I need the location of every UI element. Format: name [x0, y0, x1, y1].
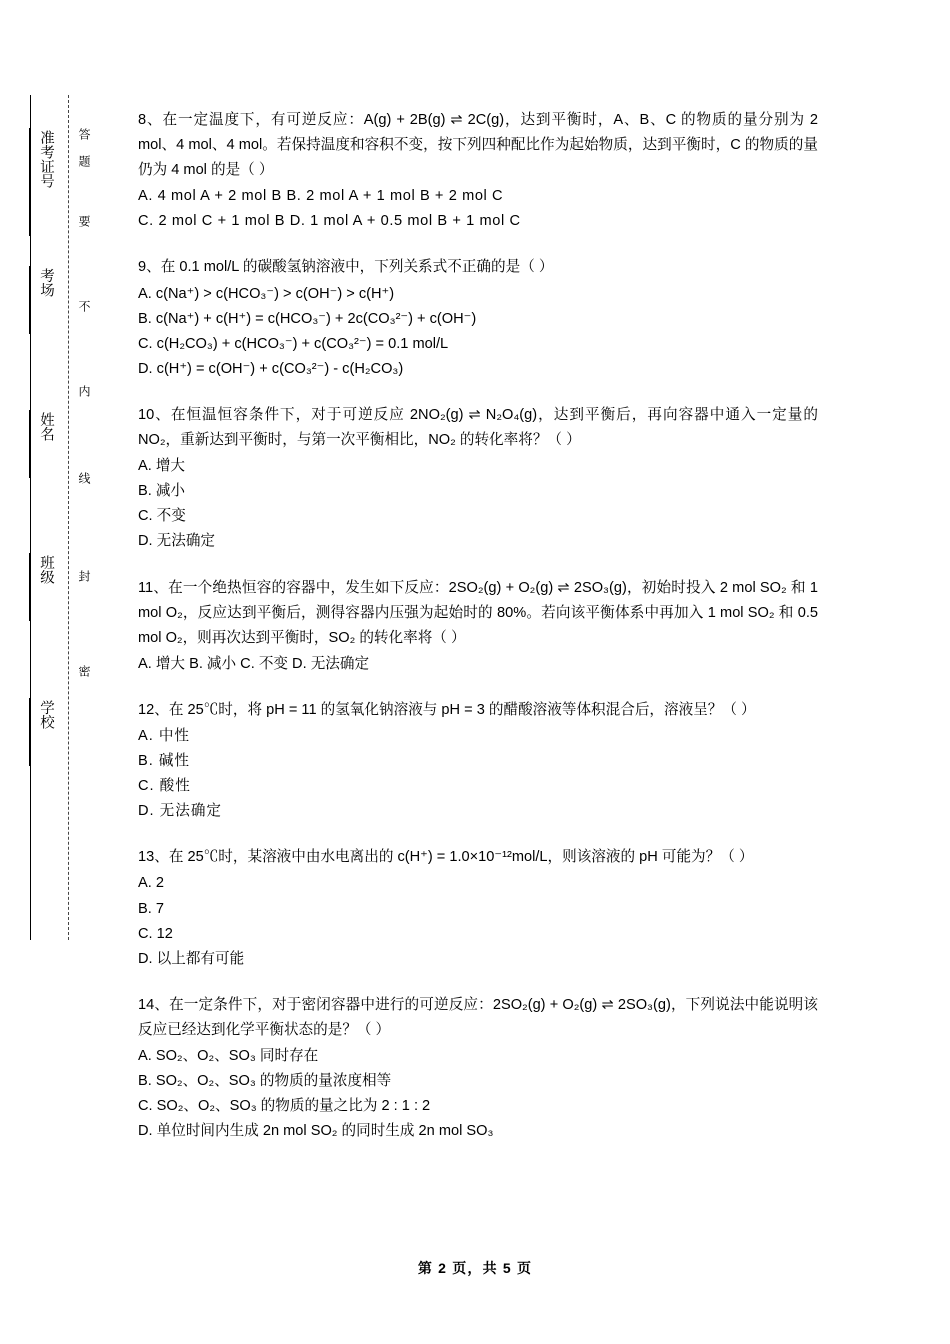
field-class-label: 班级: [38, 555, 54, 584]
option-line[interactable]: A. 中性: [138, 727, 191, 744]
option-line[interactable]: D. 无法确定: [138, 533, 216, 550]
question-stem: [138, 845, 818, 870]
question-stem: [138, 403, 818, 453]
field-school-label: 学校: [38, 700, 54, 729]
option-line[interactable]: B. 碱性: [138, 753, 191, 770]
left-margin-block: [0, 0, 120, 1344]
option-line[interactable]: A. 增大 B. 减小 C. 不变 D. 无法确定: [138, 655, 370, 672]
option-line[interactable]: C. 12: [138, 925, 173, 942]
question-block: [138, 255, 818, 381]
option-line[interactable]: A. 4 mol A + 2 mol B B. 2 mol A + 1 mol B + 2 mol C: [138, 188, 504, 205]
question-text: 在 25℃时，某溶液中由水电离出的 c(H⁺) = 1.0×10⁻¹²mol/L，则该溶液的 pH 可能为？（ ）: [168, 849, 754, 866]
margin-instruction-char-1: 题: [77, 155, 91, 173]
option-line[interactable]: B. 减小: [138, 483, 186, 500]
question-text: 在恒温恒容条件下，对于可逆反应 2NO₂(g) ⇌ N₂O₄(g)，达到平衡后，再向容器中通入一定量的 NO₂，重新达到平衡时，与第一次平衡相比，NO₂ 的转化率将？（ ）: [138, 406, 818, 449]
question-number: 14、: [138, 996, 170, 1013]
question-number: 8、: [138, 112, 163, 128]
question-number: 12、: [138, 701, 169, 718]
question-block: [138, 845, 818, 971]
field-exam-number-rule: [29, 128, 30, 236]
option-line[interactable]: C. SO₂、O₂、SO₃ 的物质的量之比为 2 : 1 : 2: [138, 1098, 431, 1115]
margin-instruction-char-4: 内: [77, 385, 91, 403]
option-line[interactable]: A. c(Na⁺) > c(HCO₃⁻) > c(OH⁻) > c(H⁺): [138, 285, 395, 302]
option-line[interactable]: C. 2 mol C + 1 mol B D. 1 mol A + 0.5 mol B + 1 mol C: [138, 213, 521, 230]
question-number: 13、: [138, 849, 169, 866]
question-block: [138, 993, 818, 1145]
page-footer: 第 2 页，共 5 页: [417, 1260, 533, 1276]
question-number: 10、: [138, 406, 171, 423]
field-exam-number-label: 准考证号: [38, 130, 54, 188]
question-stem: [138, 576, 818, 651]
option-line[interactable]: D. c(H⁺) = c(OH⁻) + c(CO₃²⁻) - c(H₂CO₃): [138, 360, 404, 377]
option-line[interactable]: C. 酸性: [138, 778, 191, 795]
field-student-name-label: 姓名: [38, 412, 54, 441]
margin-dashed-rule: [68, 95, 69, 940]
margin-instruction-char-3: 不: [77, 300, 91, 318]
option-line[interactable]: D. 以上都有可能: [138, 950, 245, 967]
question-text: 在一个绝热恒容的容器中，发生如下反应：2SO₂(g) + O₂(g) ⇌ 2SO₃(g)，初始时投入 2 mol SO₂ 和 1 mol O₂，反应达到平衡后，测得容器内压强为起始时的 80%。若向该平衡体系中再加入 1 mol SO₂ 和 0.5 mol O₂，则再次达到平衡时，SO₂ 的转化率将（ ）: [138, 579, 818, 646]
question-text: 在 0.1 mol/L 的碳酸氢钠溶液中，下列关系式不正确的是（ ）: [160, 259, 554, 276]
question-stem: [138, 108, 818, 183]
margin-instruction-char-0: 答: [77, 128, 91, 146]
question-block: [138, 698, 818, 824]
option-line[interactable]: A. 增大: [138, 458, 186, 475]
question-block: [138, 576, 818, 677]
option-line[interactable]: B. 7: [138, 900, 164, 917]
question-number: 11、: [138, 579, 169, 596]
question-text: 在一定温度下，有可逆反应：A(g) + 2B(g) ⇌ 2C(g)，达到平衡时，A、B、C 的物质的量分别为 2 mol、4 mol、4 mol。若保持温度和容积不变，按下列四种配比作为起始物质，达到平衡时，C 的物质的量仍为 4 mol 的是（ ）: [138, 112, 818, 179]
field-student-name-rule: [29, 410, 30, 478]
margin-instruction-char-2: 要: [77, 215, 91, 233]
question-block: [138, 403, 818, 555]
question-stem: [138, 255, 818, 280]
option-line[interactable]: B. SO₂、O₂、SO₃ 的物质的量浓度相等: [138, 1073, 392, 1090]
option-line[interactable]: A. SO₂、O₂、SO₃ 同时存在: [138, 1048, 319, 1064]
question-stem: [138, 993, 818, 1043]
margin-solid-rule: [30, 95, 31, 940]
option-line[interactable]: D. 无法确定: [138, 803, 223, 820]
question-number: 9、: [138, 259, 161, 276]
field-exam-room-label: 考场: [38, 268, 54, 297]
field-class-rule: [29, 553, 30, 621]
question-stem: [138, 698, 818, 723]
option-line[interactable]: D. 单位时间内生成 2n mol SO₂ 的同时生成 2n mol SO₃: [138, 1123, 494, 1140]
option-line[interactable]: B. c(Na⁺) + c(H⁺) = c(HCO₃⁻) + 2c(CO₃²⁻) + c(OH⁻): [138, 310, 477, 327]
option-line[interactable]: A. 2: [138, 875, 164, 892]
exam-questions-column: [138, 108, 818, 1165]
option-line[interactable]: C. c(H₂CO₃) + c(HCO₃⁻) + c(CO₃²⁻) = 0.1 mol/L: [138, 335, 449, 352]
margin-instruction-char-6: 封: [77, 570, 91, 588]
question-block: [138, 108, 818, 234]
question-text: 在 25℃时，将 pH = 11 的氢氧化钠溶液与 pH = 3 的醋酸溶液等体积混合后，溶液呈？（ ）: [168, 701, 756, 718]
question-text: 在一定条件下，对于密闭容器中进行的可逆反应：2SO₂(g) + O₂(g) ⇌ 2SO₃(g)，下列说法中能说明该反应已经达到化学平衡状态的是？（ ）: [138, 996, 818, 1038]
field-school-rule: [29, 698, 30, 766]
margin-instruction-char-5: 线: [77, 472, 91, 490]
margin-instruction-char-7: 密: [77, 665, 91, 683]
option-line[interactable]: C. 不变: [138, 508, 186, 525]
field-exam-room-rule: [29, 266, 30, 334]
